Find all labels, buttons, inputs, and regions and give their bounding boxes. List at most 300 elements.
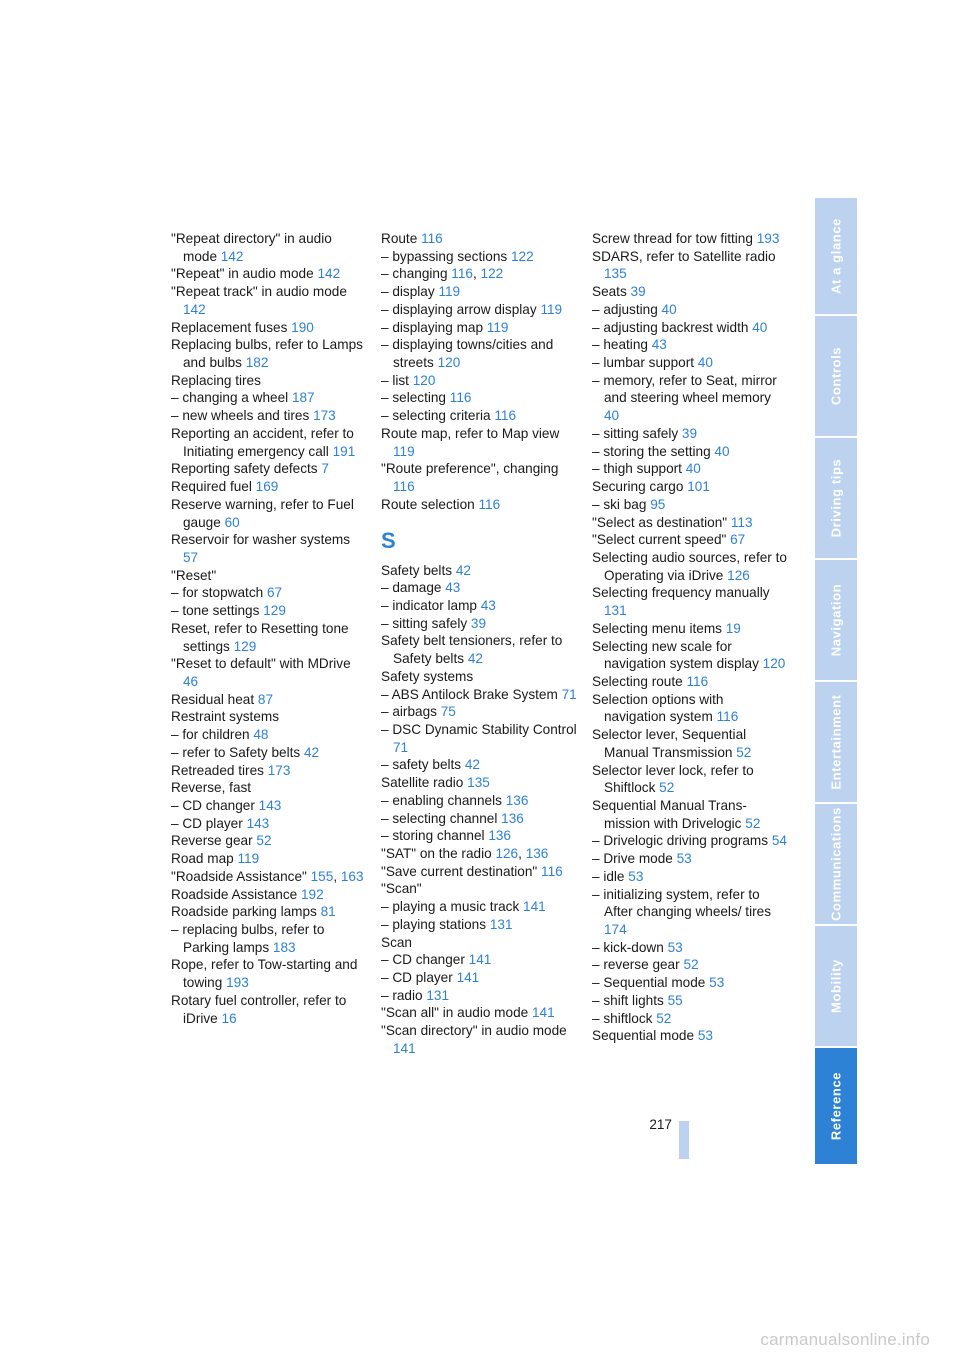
index-entry [381,407,577,425]
index-entry [381,265,577,283]
index-entry [381,562,577,580]
index-entry [171,779,367,797]
index-term: Reporting safety defects [171,461,322,477]
index-entry [592,939,788,957]
tab-driving-tips[interactable] [815,438,857,558]
page-reference-link[interactable]: 116 [421,231,443,246]
page-reference-link[interactable]: 53 [628,868,644,884]
index-entry [171,389,367,407]
index-term: – for stopwatch [171,585,267,601]
index-entry [381,372,577,390]
index-entry [171,265,367,283]
page-reference-link[interactable]: 42 [464,757,480,773]
page-reference-link[interactable]: 53 [697,1028,713,1044]
index-term: Selecting menu items [592,620,726,636]
index-entry [381,774,577,792]
index-entry [171,283,367,318]
index-term: "Scan all" in audio mode [381,1005,532,1021]
index-term: "Save current destination" [381,863,542,879]
index-entry [592,372,788,425]
index-entry [592,850,788,868]
index-term: – memory, refer to Seat, mirror and steering wheel memory [592,372,777,406]
watermark: carmanualsonline.info [760,1330,930,1349]
index-entry [171,886,367,904]
page-reference-link[interactable]: 182 [245,355,269,371]
index-term: – shift lights [592,992,668,1008]
page-number: 217 [649,1117,672,1132]
index-term: – adjusting [592,301,662,317]
page-reference-link[interactable]: 71 [561,686,577,702]
index-term: "Reset to default" with MDrive [171,656,351,672]
index-entry [171,797,367,815]
index-term: Selecting frequency manually [592,585,770,601]
index-term: – displaying map [381,319,487,335]
index-entry [381,916,577,934]
index-column-2 [381,230,577,1058]
index-term: – changing a wheel [171,390,292,406]
index-term: "SAT" on the radio [381,846,496,861]
index-term: – playing stations [381,916,490,932]
page-reference-link[interactable]: 87 [257,691,274,707]
index-entry [381,703,577,721]
page-reference-link[interactable]: 136 [525,846,549,861]
index-term: Securing cargo [592,479,688,495]
page-reference-link[interactable]: 142 [183,301,206,317]
index-entry [592,868,788,886]
index-entry [171,460,367,478]
index-entry [592,886,788,939]
page-reference-link[interactable]: 19 [725,620,741,636]
page-reference-link[interactable]: 43 [445,580,461,596]
page-reference-link[interactable]: 122 [480,266,504,282]
page-reference-link[interactable]: 53 [676,851,692,867]
tab-navigation[interactable] [815,560,857,680]
index-term: – CD player [171,815,247,831]
page-reference-link[interactable]: 173 [267,762,291,778]
page-reference-link[interactable]: 116 [541,863,563,879]
index-term: – shiftlock [592,1010,657,1026]
page-reference-link[interactable]: 141 [456,970,480,986]
page-reference-link[interactable]: 119 [237,851,260,867]
index-term: Retreaded tires [171,762,268,778]
tab-mobility[interactable] [815,926,857,1046]
index-entry [171,992,367,1027]
index-entry [592,354,788,372]
index-term: "Route preference", changing [381,461,559,477]
index-entry [381,810,577,828]
page-reference-link[interactable]: 39 [630,284,646,300]
index-entry [171,620,367,655]
page-reference-link[interactable]: 40 [752,319,768,335]
page-reference-link[interactable]: 116 [716,709,739,725]
index-term: Restraint systems [171,709,280,725]
index-entry [381,880,577,898]
page-reference-link[interactable]: 53 [709,975,725,991]
page-reference-link[interactable]: 136 [505,792,529,808]
index-entry [381,951,577,969]
page-reference-link[interactable]: 43 [480,597,496,613]
index-entry [381,389,577,407]
index-term: Reservoir for washer systems [171,532,351,548]
index-entry [592,301,788,319]
index-term: Screw thread for tow fitting [592,231,757,246]
tab-label: Reference [828,1071,844,1141]
index-entry [381,686,577,704]
page-reference-link[interactable]: 101 [687,479,710,495]
index-term: Replacing bulbs, refer to Lamps and bulbs [171,337,363,371]
tab-entertainment[interactable] [815,682,857,802]
index-term: – lumbar support [592,355,698,371]
index-entry [381,934,577,952]
page-reference-link[interactable]: 40 [685,461,701,477]
index-term: – replacing bulbs, refer to Parking lamps [171,922,325,955]
tab-label: Communications [828,807,844,921]
index-entry [592,514,788,532]
index-entry [592,992,788,1010]
index-entry [381,460,577,495]
page-reference-link[interactable]: 57 [183,549,199,565]
index-entry [381,845,577,863]
page-reference-link[interactable]: 116 [449,390,472,406]
index-term: Safety belt tensioners, refer to Safety belts [381,633,563,667]
index-term: "Select as destination" [592,514,731,530]
index-term: – displaying arrow display [381,301,541,317]
index-entry [381,248,577,266]
index-entry [592,549,788,584]
page-reference-link[interactable]: 52 [683,957,699,973]
index-entry [171,868,367,886]
page-reference-link[interactable]: 142 [317,266,341,282]
page-reference-link[interactable]: 52 [745,815,761,831]
index-entry [592,248,788,283]
index-entry [171,531,367,566]
index-entry [381,756,577,774]
index-entry [171,956,367,991]
index-entry [171,372,367,390]
index-entry [592,584,788,619]
index-entry [381,721,577,756]
index-entry [592,638,788,673]
page-reference-link[interactable]: 135 [604,266,627,282]
page-reference-link[interactable]: 131 [489,916,513,932]
index-entry [381,319,577,337]
index-term: – playing a music track [381,899,524,915]
page-reference-link[interactable]: 60 [224,514,240,530]
index-entry [381,425,577,460]
page-reference-link[interactable]: 136 [488,828,511,844]
index-term: "Reset" [171,567,217,583]
page-reference-link[interactable]: 173 [313,408,336,424]
page-reference-link[interactable]: 169 [255,479,279,495]
page-reference-link[interactable]: 120 [412,372,436,388]
index-entry [592,832,788,850]
index-term: – safety belts [381,757,465,773]
index-term: Selection options with navigation system [592,691,724,725]
page-reference-link[interactable]: 46 [183,673,199,689]
index-term: – CD player [381,970,457,986]
page-reference-link[interactable]: 116 [494,408,517,424]
index-term: – CD changer [381,952,469,968]
page-reference-link[interactable]: 135 [467,775,490,791]
page-reference-link[interactable]: 48 [253,727,269,743]
index-entry [592,336,788,354]
page-reference-link[interactable]: 141 [468,952,492,968]
index-entry [171,762,367,780]
index-term: – sitting safely [592,425,682,441]
index-term: – indicator lamp [381,597,481,613]
page-reference-link[interactable]: 190 [291,319,314,335]
page-reference-link[interactable]: 119 [486,319,509,335]
page-reference-link[interactable]: 183 [272,939,296,955]
tab-controls[interactable] [815,316,857,436]
index-term: "Roadside Assistance" [171,868,311,884]
index-entry [171,478,367,496]
page-reference-link[interactable]: 43 [651,337,667,353]
index-term: Selector lever, Sequential Manual Transmission [592,727,747,760]
page-reference-link[interactable]: 126 [727,567,750,583]
index-term: – Drivelogic driving programs [592,833,772,849]
index-term: – selecting criteria [381,408,495,424]
tab-label: Driving tips [828,458,844,538]
page-reference-link[interactable]: 141 [531,1005,555,1021]
index-entry [171,832,367,850]
index-entry [171,336,367,371]
index-entry [171,921,367,956]
page-reference-link[interactable]: 136 [501,810,524,826]
tab-at-a-glance[interactable] [815,198,857,314]
page-separator: , [518,846,526,861]
index-term: "Select current speed" [592,532,731,548]
page-reference-link[interactable]: 52 [659,780,675,796]
index-entry [381,1022,577,1057]
index-term: – initializing system, refer to After changing wheels/ tires [592,886,771,920]
index-term: Required fuel [171,479,256,495]
page-reference-link[interactable]: 42 [303,744,320,760]
page-reference-link[interactable]: 42 [467,651,483,667]
page-reference-link[interactable]: 40 [604,408,620,424]
index-entry [592,974,788,992]
index-entry [171,230,367,265]
page-reference-link[interactable]: 116 [478,496,501,512]
page-reference-link[interactable]: 163 [340,868,364,884]
index-term: Selector lever lock, refer to Shiftlock [592,762,754,796]
index-term: Safety systems [381,668,474,684]
index-term: – new wheels and tires [171,408,314,424]
page-reference-link[interactable]: 71 [393,739,409,755]
page-reference-link[interactable]: 54 [771,833,787,849]
index-term: – ABS Antilock Brake System [381,686,562,702]
page-reference-link[interactable]: 116 [686,673,709,689]
index-term: Rope, refer to Tow-starting and towing [171,957,358,991]
index-term: "Scan" [381,881,422,897]
index-term: Reserve warning, refer to Fuel gauge [171,496,354,530]
page-reference-link[interactable]: 95 [650,496,666,512]
index-term: Reverse, fast [171,780,252,796]
index-entry [171,602,367,620]
index-term: – list [381,372,413,388]
index-entry [592,797,788,832]
index-entry [381,615,577,633]
page-reference-link[interactable]: 129 [233,638,257,654]
index-term: – airbags [381,704,441,720]
index-term: – thigh support [592,461,686,477]
index-term: – for children [171,727,254,743]
index-entry [592,460,788,478]
index-term: Replacement fuses [171,319,292,335]
tab-label: Navigation [828,583,844,657]
page-reference-link[interactable]: 40 [661,301,677,317]
page-reference-link[interactable]: 119 [393,443,415,459]
index-entry [592,283,788,301]
page-separator: , [333,868,341,884]
index-term: Route map, refer to Map view [381,425,560,441]
page-reference-link[interactable]: 155 [310,868,334,884]
index-entry [592,443,788,461]
index-term: – radio [381,987,427,1003]
index-entry [171,815,367,833]
page-reference-link[interactable]: 53 [667,939,683,955]
index-entry [381,301,577,319]
index-entry [592,956,788,974]
page-reference-link[interactable]: 192 [300,886,324,902]
index-term: Reset, refer to Resetting tone settings [171,620,349,654]
page-reference-link[interactable]: 120 [762,656,786,672]
index-entry [381,597,577,615]
page-reference-link[interactable]: 191 [332,443,356,459]
page-reference-link[interactable]: 193 [226,975,249,991]
page-reference-link[interactable]: 174 [604,922,627,938]
index-entry [381,1004,577,1022]
index-entry [171,319,367,337]
page-reference-link[interactable]: 113 [730,514,753,530]
index-entry [592,319,788,337]
page-reference-link[interactable]: 39 [681,425,698,441]
page-reference-link[interactable]: 55 [667,992,683,1008]
page-reference-link[interactable]: 52 [656,1010,672,1026]
index-column-1 [171,230,367,1027]
index-term: Selecting route [592,673,687,689]
index-entry [381,579,577,597]
index-letter-heading: S [381,527,396,553]
page-reference-link[interactable]: 67 [730,532,746,548]
page-reference-link[interactable]: 131 [426,987,450,1003]
index-term: Roadside parking lamps [171,904,321,920]
index-entry [171,425,367,460]
index-term: – reverse gear [592,957,684,973]
index-term: "Scan directory" in audio mode [381,1023,567,1039]
tab-communications[interactable] [815,804,857,924]
index-term: Selecting audio sources, refer to Operating via iDrive [592,549,787,583]
page-reference-link[interactable]: 119 [438,284,461,300]
page-reference-link[interactable]: 129 [263,603,286,619]
page-reference-link[interactable]: 116 [393,479,415,495]
index-entry [381,987,577,1005]
index-term: – Drive mode [592,851,677,867]
page-reference-link[interactable]: 122 [510,248,534,264]
index-term: "Repeat track" in audio mode [171,284,347,300]
index-term: Route selection [381,496,479,512]
index-entry [592,726,788,761]
tab-label: Controls [828,346,844,406]
index-term: – damage [381,580,446,596]
index-term: Road map [171,851,238,867]
page-reference-link[interactable]: 42 [455,562,471,578]
page-reference-link[interactable]: 40 [714,443,730,459]
page-reference-link[interactable]: 119 [540,301,563,317]
index-entry [592,762,788,797]
index-term: – bypassing sections [381,248,511,264]
index-term: – CD changer [171,798,259,813]
page-reference-link[interactable]: 116 [451,266,473,282]
index-entry [381,283,577,301]
index-entry [381,863,577,881]
page-separator: , [472,266,481,282]
page-reference-link[interactable]: 126 [495,846,519,861]
index-term: – Sequential mode [592,975,710,991]
tab-label: Mobility [828,959,844,1013]
page-reference-link[interactable]: 142 [220,248,244,264]
index-entry [381,336,577,371]
index-entry [381,969,577,987]
index-entry [381,496,577,514]
index-term: Sequential mode [592,1028,698,1044]
tab-reference[interactable] [815,1048,857,1164]
index-term: Route [381,231,422,246]
page-reference-link[interactable]: 120 [437,355,461,371]
page-reference-link[interactable]: 141 [523,899,546,915]
index-term: – display [381,284,439,300]
page-reference-link[interactable]: 52 [736,744,752,760]
index-term: – tone settings [171,603,264,619]
page-reference-link[interactable]: 39 [470,615,487,631]
page-reference-link[interactable]: 143 [246,815,270,831]
index-term: – selecting channel [381,810,502,826]
index-entry [171,655,367,690]
index-term: – kick-down [592,939,668,955]
index-term: "Repeat" in audio mode [171,266,318,282]
page-reference-link[interactable]: 52 [256,833,272,849]
page-reference-link[interactable]: 143 [258,798,282,813]
index-term: – idle [592,868,629,884]
index-term: Seats [592,284,631,300]
page-reference-link[interactable]: 193 [756,231,780,246]
index-term: SDARS, refer to Satellite radio [592,248,776,264]
index-entry [592,673,788,691]
page-reference-link[interactable]: 75 [440,704,456,720]
index-entry [171,407,367,425]
page-reference-link[interactable]: 141 [393,1040,416,1056]
index-entry [592,620,788,638]
index-term: – heating [592,337,652,353]
page-reference-link[interactable]: 131 [604,603,627,619]
tab-label: At a glance [828,218,844,294]
page-reference-link[interactable]: 40 [697,355,713,371]
index-entry [381,632,577,667]
index-term: – changing [381,266,452,282]
page-reference-link[interactable]: 67 [266,585,283,601]
page-reference-link[interactable]: 81 [320,904,336,920]
page-reference-link[interactable]: 187 [291,390,315,406]
page-reference-link[interactable]: 16 [221,1010,237,1026]
index-term: Satellite radio [381,775,468,791]
index-term: Rotary fuel controller, refer to iDrive [171,992,347,1026]
index-entry [592,478,788,496]
index-term: – sitting safely [381,615,471,631]
index-term: – storing the setting [592,443,715,459]
index-term: – selecting [381,390,450,406]
page-reference-link[interactable]: 7 [321,461,329,477]
index-term: Reverse gear [171,833,257,849]
